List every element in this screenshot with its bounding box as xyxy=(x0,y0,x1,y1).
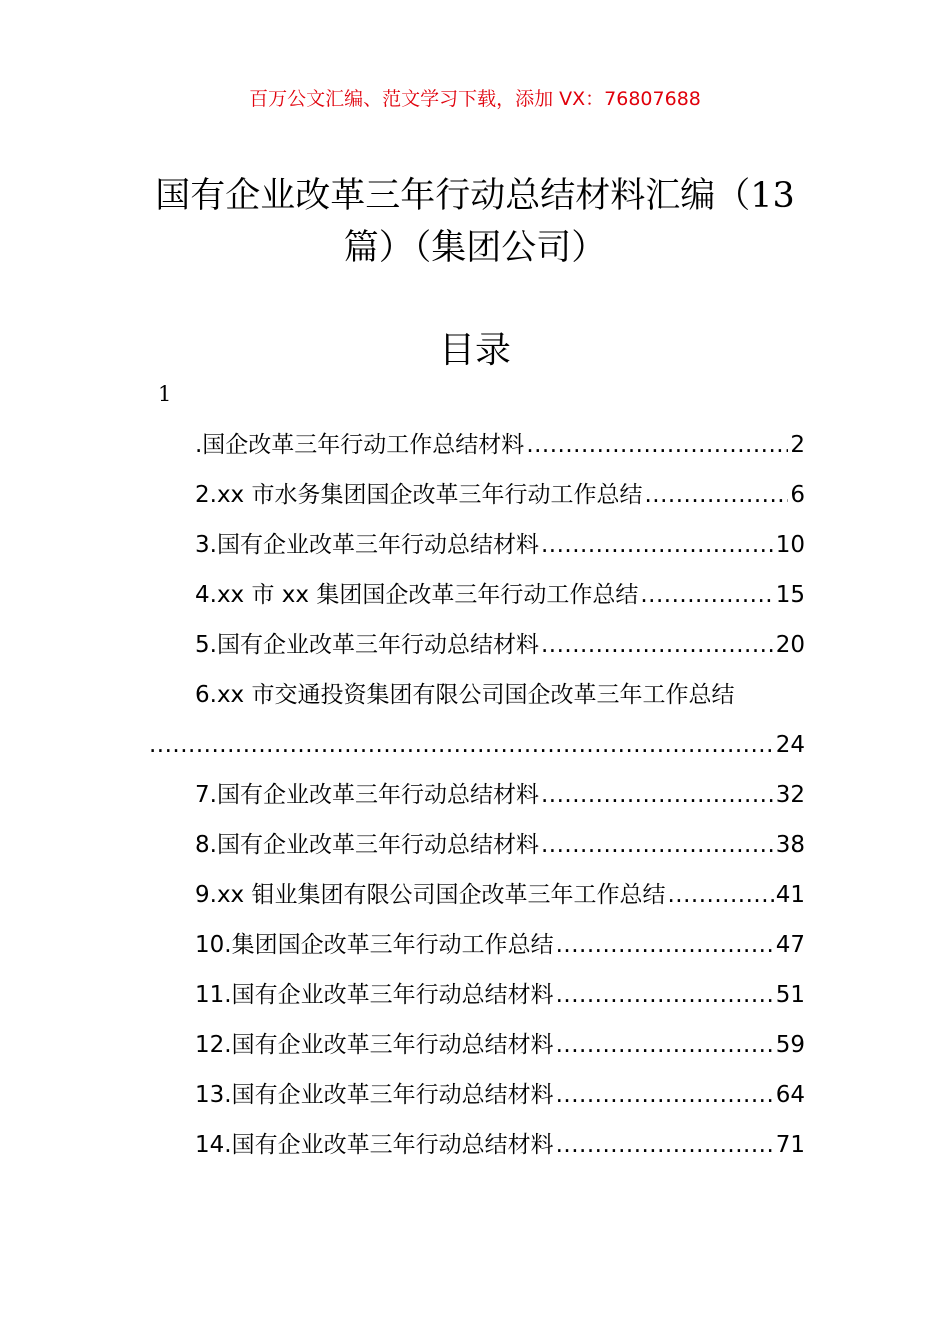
toc-entry-label: 8.国有企业改革三年行动总结材料 xyxy=(195,832,539,858)
toc-leader-dots xyxy=(644,470,788,520)
toc-leader-dots xyxy=(149,720,774,770)
toc-entry[interactable] xyxy=(147,670,805,770)
toc-entry-label: 14.国有企业改革三年行动总结材料 xyxy=(195,1132,554,1158)
toc-entry-page: 47 xyxy=(775,932,805,958)
toc-entry[interactable] xyxy=(147,870,805,920)
toc-entry-label: 12.国有企业改革三年行动总结材料 xyxy=(195,1032,554,1058)
toc-entry-label: 5.国有企业改革三年行动总结材料 xyxy=(195,632,539,658)
toc-entry-page: 2 xyxy=(790,432,805,458)
toc-leader-dots xyxy=(526,420,788,470)
toc-entry[interactable] xyxy=(147,820,805,870)
toc-entry-label: 2.xx 市水务集团国企改革三年行动工作总结 xyxy=(195,482,643,508)
toc-entry-label: 10.集团国企改革三年行动工作总结 xyxy=(195,932,554,958)
document-title xyxy=(150,170,800,274)
toc-leader-dots xyxy=(541,820,774,870)
toc-entry[interactable] xyxy=(147,770,805,820)
toc-entry[interactable] xyxy=(147,920,805,970)
toc-entry-label: 13.国有企业改革三年行动总结材料 xyxy=(195,1082,554,1108)
toc-entry-label: 6.xx 市交通投资集团有限公司国企改革三年工作总结 xyxy=(195,682,735,708)
title-part2: 篇）（集团公司） xyxy=(343,228,607,268)
toc-entry[interactable] xyxy=(147,420,805,470)
toc-entry[interactable] xyxy=(147,620,805,670)
toc-entry-label: 11.国有企业改革三年行动总结材料 xyxy=(195,982,554,1008)
toc-entry-page: 41 xyxy=(775,882,805,908)
table-of-contents xyxy=(147,420,805,1170)
toc-leader-dots xyxy=(667,870,773,920)
toc-leader-dots xyxy=(556,1020,774,1070)
toc-entry-label: 3.国有企业改革三年行动总结材料 xyxy=(195,532,539,558)
toc-entry-page: 20 xyxy=(775,632,805,658)
toc-marker: 1 xyxy=(158,382,172,406)
toc-heading: 目录 xyxy=(438,330,511,371)
toc-entry-label: 4.xx 市 xx 集团国企改革三年行动工作总结 xyxy=(195,582,639,608)
toc-entry-page: 6 xyxy=(790,482,805,508)
toc-entry-page: 71 xyxy=(775,1132,805,1158)
toc-entry-page: 24 xyxy=(775,732,805,758)
title-count: 13 xyxy=(750,176,795,216)
toc-entry-page: 10 xyxy=(775,532,805,558)
toc-entry[interactable] xyxy=(147,1020,805,1070)
toc-entry[interactable] xyxy=(147,520,805,570)
toc-entry-page: 64 xyxy=(775,1082,805,1108)
header-note: 百万公文汇编、范文学习下载，添加 VX：76807688 xyxy=(249,88,701,110)
toc-entry-label: 9.xx 钼业集团有限公司国企改革三年工作总结 xyxy=(195,882,666,908)
toc-entry[interactable] xyxy=(147,970,805,1020)
toc-entry[interactable] xyxy=(147,570,805,620)
toc-entry-page: 51 xyxy=(775,982,805,1008)
toc-leader-dots xyxy=(541,770,774,820)
toc-entry-page: 59 xyxy=(775,1032,805,1058)
toc-leader-dots xyxy=(541,620,774,670)
toc-leader-dots xyxy=(556,920,774,970)
toc-leader-dots xyxy=(556,1070,774,1120)
toc-leader-dots xyxy=(640,570,773,620)
toc-entry-label: .国企改革三年行动工作总结材料 xyxy=(195,432,525,458)
toc-leader-dots xyxy=(556,1120,774,1170)
toc-entry[interactable] xyxy=(147,470,805,520)
toc-entry-page: 32 xyxy=(775,782,805,808)
toc-entry[interactable] xyxy=(147,1120,805,1170)
toc-entry-label: 7.国有企业改革三年行动总结材料 xyxy=(195,782,539,808)
toc-leader-dots xyxy=(541,520,774,570)
toc-leader-dots xyxy=(556,970,774,1020)
toc-entry[interactable] xyxy=(147,1070,805,1120)
toc-entry-page: 15 xyxy=(775,582,805,608)
title-part1: 国有企业改革三年行动总结材料汇编（ xyxy=(155,176,751,216)
toc-entry-page: 38 xyxy=(775,832,805,858)
